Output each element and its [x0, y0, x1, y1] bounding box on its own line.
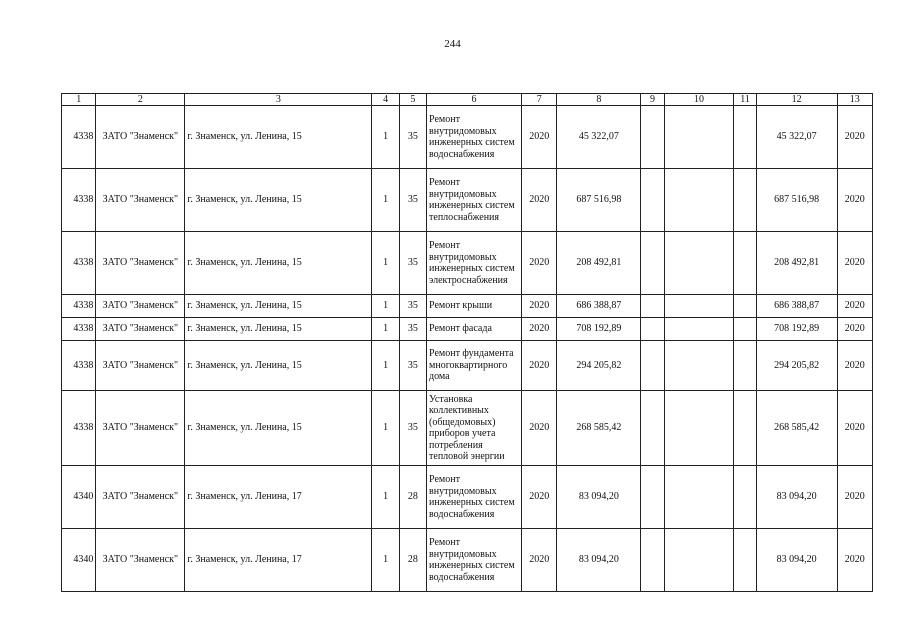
- column-5-cell: 35: [399, 318, 426, 341]
- column-9-cell: [641, 529, 664, 592]
- column-11-cell: [734, 169, 756, 232]
- column-header: 4: [372, 94, 399, 106]
- column-header: 1: [62, 94, 96, 106]
- column-11-cell: [734, 391, 756, 466]
- column-9-cell: [641, 169, 664, 232]
- year-cell: 2020: [522, 295, 557, 318]
- column-9-cell: [641, 391, 664, 466]
- column-9-cell: [641, 106, 664, 169]
- column-10-cell: [664, 232, 734, 295]
- column-header: 10: [664, 94, 734, 106]
- column-4-cell: 1: [372, 232, 399, 295]
- municipality-cell: ЗАТО "Знаменск": [96, 295, 185, 318]
- year-cell: 2020: [522, 391, 557, 466]
- column-header: 6: [427, 94, 522, 106]
- total-cost-cell: 83 094,20: [756, 529, 837, 592]
- work-type-cell: Ремонт внутридомовых инженерных систем теплоснабжения: [427, 169, 522, 232]
- work-type-cell: Установка коллективных (общедомовых) приборов учета потребления тепловой энергии: [427, 391, 522, 466]
- end-year-cell: 2020: [837, 232, 872, 295]
- column-10-cell: [664, 529, 734, 592]
- column-4-cell: 1: [372, 169, 399, 232]
- table-row: [62, 529, 873, 592]
- house-id-cell: 4338: [62, 391, 96, 466]
- year-cell: 2020: [522, 318, 557, 341]
- municipality-cell: ЗАТО "Знаменск": [96, 169, 185, 232]
- work-type-cell: Ремонт фасада: [427, 318, 522, 341]
- page-number: 244: [444, 38, 461, 50]
- cost-cell: 83 094,20: [557, 466, 641, 529]
- table-row: [62, 295, 873, 318]
- column-11-cell: [734, 529, 756, 592]
- municipality-cell: ЗАТО "Знаменск": [96, 232, 185, 295]
- house-id-cell: 4338: [62, 232, 96, 295]
- column-10-cell: [664, 318, 734, 341]
- column-9-cell: [641, 466, 664, 529]
- table-row: [62, 341, 873, 391]
- work-type-cell: Ремонт внутридомовых инженерных систем водоснабжения: [427, 529, 522, 592]
- total-cost-cell: 708 192,89: [756, 318, 837, 341]
- column-header: 11: [734, 94, 756, 106]
- address-cell: г. Знаменск, ул. Ленина, 17: [185, 529, 372, 592]
- table-row: [62, 106, 873, 169]
- column-header: 9: [641, 94, 664, 106]
- house-id-cell: 4338: [62, 318, 96, 341]
- column-header: 13: [837, 94, 872, 106]
- year-cell: 2020: [522, 466, 557, 529]
- table-row: [62, 466, 873, 529]
- address-cell: г. Знаменск, ул. Ленина, 17: [185, 466, 372, 529]
- end-year-cell: 2020: [837, 169, 872, 232]
- end-year-cell: 2020: [837, 341, 872, 391]
- work-type-cell: Ремонт внутридомовых инженерных систем водоснабжения: [427, 466, 522, 529]
- column-10-cell: [664, 169, 734, 232]
- column-9-cell: [641, 318, 664, 341]
- cost-cell: 708 192,89: [557, 318, 641, 341]
- column-5-cell: 35: [399, 341, 426, 391]
- address-cell: г. Знаменск, ул. Ленина, 15: [185, 295, 372, 318]
- year-cell: 2020: [522, 169, 557, 232]
- end-year-cell: 2020: [837, 391, 872, 466]
- address-cell: г. Знаменск, ул. Ленина, 15: [185, 169, 372, 232]
- column-11-cell: [734, 341, 756, 391]
- column-5-cell: 35: [399, 106, 426, 169]
- column-5-cell: 28: [399, 466, 426, 529]
- column-5-cell: 28: [399, 529, 426, 592]
- column-4-cell: 1: [372, 529, 399, 592]
- column-5-cell: 35: [399, 391, 426, 466]
- total-cost-cell: 208 492,81: [756, 232, 837, 295]
- municipality-cell: ЗАТО "Знаменск": [96, 318, 185, 341]
- table-body: [62, 106, 873, 592]
- table-row: [62, 169, 873, 232]
- column-5-cell: 35: [399, 169, 426, 232]
- column-header: 7: [522, 94, 557, 106]
- year-cell: 2020: [522, 232, 557, 295]
- column-header: 8: [557, 94, 641, 106]
- total-cost-cell: 686 388,87: [756, 295, 837, 318]
- end-year-cell: 2020: [837, 466, 872, 529]
- column-9-cell: [641, 295, 664, 318]
- column-10-cell: [664, 341, 734, 391]
- table-header: [62, 94, 873, 106]
- end-year-cell: 2020: [837, 318, 872, 341]
- municipality-cell: ЗАТО "Знаменск": [96, 466, 185, 529]
- cost-cell: 268 585,42: [557, 391, 641, 466]
- address-cell: г. Знаменск, ул. Ленина, 15: [185, 106, 372, 169]
- column-4-cell: 1: [372, 391, 399, 466]
- column-4-cell: 1: [372, 341, 399, 391]
- total-cost-cell: 45 322,07: [756, 106, 837, 169]
- column-4-cell: 1: [372, 318, 399, 341]
- table-row: [62, 318, 873, 341]
- column-10-cell: [664, 295, 734, 318]
- column-4-cell: 1: [372, 466, 399, 529]
- house-id-cell: 4340: [62, 529, 96, 592]
- municipality-cell: ЗАТО "Знаменск": [96, 106, 185, 169]
- work-type-cell: Ремонт крыши: [427, 295, 522, 318]
- column-11-cell: [734, 106, 756, 169]
- house-id-cell: 4338: [62, 106, 96, 169]
- column-11-cell: [734, 295, 756, 318]
- work-type-cell: Ремонт фундамента многоквартирного дома: [427, 341, 522, 391]
- column-header: 5: [399, 94, 426, 106]
- column-11-cell: [734, 318, 756, 341]
- table-row: [62, 391, 873, 466]
- house-id-cell: 4338: [62, 295, 96, 318]
- column-5-cell: 35: [399, 232, 426, 295]
- column-number-row: [62, 94, 873, 106]
- column-10-cell: [664, 466, 734, 529]
- municipality-cell: ЗАТО "Знаменск": [96, 391, 185, 466]
- end-year-cell: 2020: [837, 106, 872, 169]
- cost-cell: 294 205,82: [557, 341, 641, 391]
- address-cell: г. Знаменск, ул. Ленина, 15: [185, 391, 372, 466]
- house-id-cell: 4340: [62, 466, 96, 529]
- column-header: 3: [185, 94, 372, 106]
- end-year-cell: 2020: [837, 529, 872, 592]
- column-11-cell: [734, 232, 756, 295]
- address-cell: г. Знаменск, ул. Ленина, 15: [185, 341, 372, 391]
- address-cell: г. Знаменск, ул. Ленина, 15: [185, 318, 372, 341]
- cost-cell: 83 094,20: [557, 529, 641, 592]
- column-5-cell: 35: [399, 295, 426, 318]
- house-id-cell: 4338: [62, 169, 96, 232]
- column-9-cell: [641, 232, 664, 295]
- work-type-cell: Ремонт внутридомовых инженерных систем электроснабжения: [427, 232, 522, 295]
- year-cell: 2020: [522, 529, 557, 592]
- table-row: [62, 232, 873, 295]
- column-4-cell: 1: [372, 295, 399, 318]
- column-header: 2: [96, 94, 185, 106]
- municipality-cell: ЗАТО "Знаменск": [96, 341, 185, 391]
- cost-cell: 45 322,07: [557, 106, 641, 169]
- total-cost-cell: 687 516,98: [756, 169, 837, 232]
- total-cost-cell: 83 094,20: [756, 466, 837, 529]
- column-header: 12: [756, 94, 837, 106]
- cost-cell: 687 516,98: [557, 169, 641, 232]
- year-cell: 2020: [522, 106, 557, 169]
- work-type-cell: Ремонт внутридомовых инженерных систем водоснабжения: [427, 106, 522, 169]
- repair-schedule-table: [61, 93, 873, 592]
- house-id-cell: 4338: [62, 341, 96, 391]
- column-10-cell: [664, 391, 734, 466]
- total-cost-cell: 294 205,82: [756, 341, 837, 391]
- total-cost-cell: 268 585,42: [756, 391, 837, 466]
- year-cell: 2020: [522, 341, 557, 391]
- column-11-cell: [734, 466, 756, 529]
- column-9-cell: [641, 341, 664, 391]
- address-cell: г. Знаменск, ул. Ленина, 15: [185, 232, 372, 295]
- column-10-cell: [664, 106, 734, 169]
- cost-cell: 208 492,81: [557, 232, 641, 295]
- end-year-cell: 2020: [837, 295, 872, 318]
- municipality-cell: ЗАТО "Знаменск": [96, 529, 185, 592]
- cost-cell: 686 388,87: [557, 295, 641, 318]
- column-4-cell: 1: [372, 106, 399, 169]
